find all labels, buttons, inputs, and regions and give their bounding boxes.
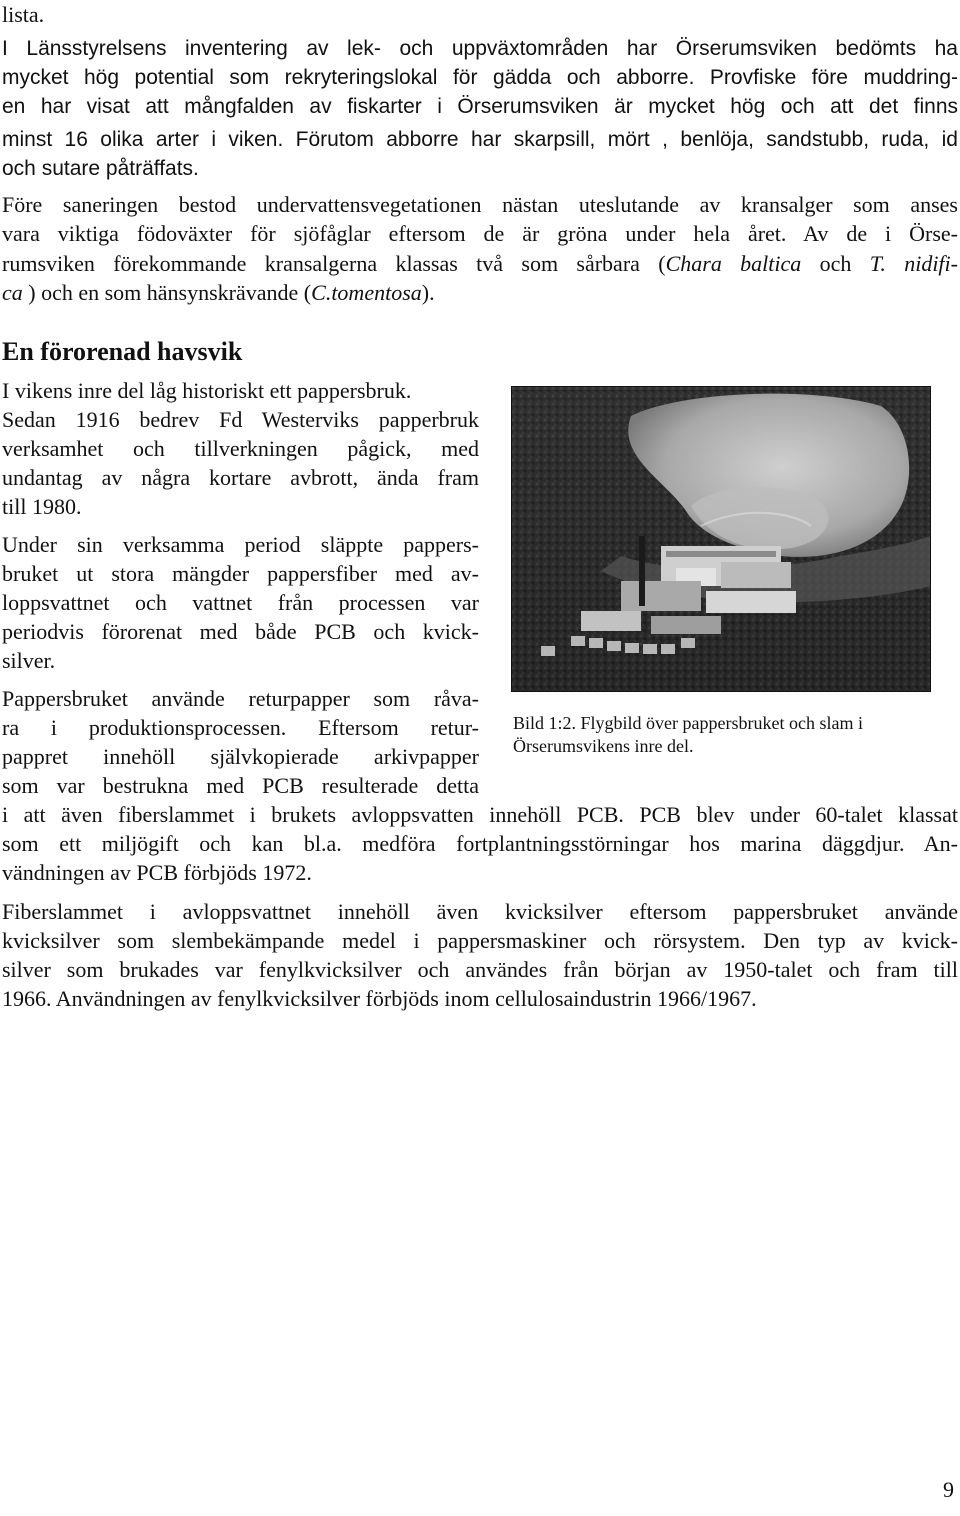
text-line: vändningen av PCB förbjöds 1972.	[2, 860, 312, 885]
aerial-photo	[511, 386, 931, 692]
text-line: I Länsstyrelsens inventering av lek- och uppväxtområden har Örserumsviken bedömts ha	[2, 37, 958, 60]
text-line: ra i produktionsprocessen. Eftersom retur-	[2, 715, 479, 740]
text-line: periodvis förorenat med både PCB och kvick-	[2, 619, 479, 644]
text-line-mixed	[2, 249, 958, 278]
text-line: bruket ut stora mängder pappersfiber med av-	[2, 561, 479, 586]
text-line: till 1980.	[2, 494, 82, 519]
species-name: C.tomentosa	[311, 280, 422, 305]
text-line: i att även fiberslammet i brukets avloppsvatten innehöll PCB. PCB blev under 60-talet klassat	[2, 802, 958, 827]
text-line: som ett miljögift och kan bl.a. medföra fortplantningsstörningar hos marina däggdjur. An-	[2, 831, 958, 856]
text-line: 1966. Användningen av fenylkvicksilver förbjöds inom cellulosaindustrin 1966/1967.	[2, 986, 757, 1011]
text-line: minst 16 olika arter i viken. Förutom abborre har skarpsill, mört , benlöja, sandstubb, ruda, id	[2, 128, 958, 151]
text-span: ).	[421, 280, 435, 305]
text-span: ) och en som hänsynskrävande (	[22, 280, 312, 305]
text-line: loppsvattnet och vattnet från processen var	[2, 590, 479, 615]
text-span: rumsviken förekommande kransalgerna klassas två som sårbara (	[2, 251, 666, 276]
species-name: Chara baltica	[665, 251, 802, 276]
text-line: en har visat att mångfalden av fiskarter i Örserumsviken är mycket hög och att det finns	[2, 95, 958, 118]
photo-caption-line: Bild 1:2. Flygbild över pappersbruket och slam i	[513, 713, 863, 733]
text-line: silver.	[2, 648, 56, 673]
species-name: ca	[2, 280, 23, 305]
text-line: mycket hög potential som rekryteringslokal för gädda och abborre. Provfiske före muddring-	[2, 66, 958, 89]
text-line: som var bestrukna med PCB resulterade detta	[2, 773, 479, 798]
text-line: lista.	[2, 2, 45, 27]
page-number: 9	[943, 1477, 954, 1502]
section-heading: En förorenad havsvik	[2, 337, 243, 366]
text-line: Sedan 1916 bedrev Fd Westerviks papperbruk	[2, 407, 479, 432]
text-line: vara viktiga födoväxter för sjöfåglar eftersom de är gröna under hela året. Av de i Örse-	[2, 221, 958, 246]
text-line: verksamhet och tillverkningen pågick, med	[2, 436, 479, 461]
text-line: pappret innehöll självkopierade arkivpapper	[2, 744, 479, 769]
photo-caption-line: Örserumsvikens inre del.	[513, 736, 694, 756]
text-line: Före saneringen bestod undervattensvegetationen nästan uteslutande av kransalger som anses	[2, 192, 958, 217]
text-line: Pappersbruket använde returpapper som råva-	[2, 686, 479, 711]
text-line: Under sin verksamma period släppte pappers-	[2, 532, 479, 557]
text-line: Fiberslammet i avloppsvattnet innehöll även kvicksilver eftersom pappersbruket använde	[2, 899, 958, 924]
text-line: undantag av några kortare avbrott, ända fram	[2, 465, 479, 490]
text-line: silver som brukades var fenylkvicksilver och användes från början av 1950-talet och fram till	[2, 957, 958, 982]
text-line: och sutare påträffats.	[2, 157, 199, 180]
text-line: I vikens inre del låg historiskt ett pappersbruk.	[2, 378, 412, 403]
species-name: T. nidifi-	[869, 251, 958, 276]
text-span: och	[801, 251, 870, 276]
text-line: kvicksilver som slembekämpande medel i pappersmaskiner och rörsystem. Den typ av kvick-	[2, 928, 958, 953]
text-line-mixed	[2, 278, 435, 307]
